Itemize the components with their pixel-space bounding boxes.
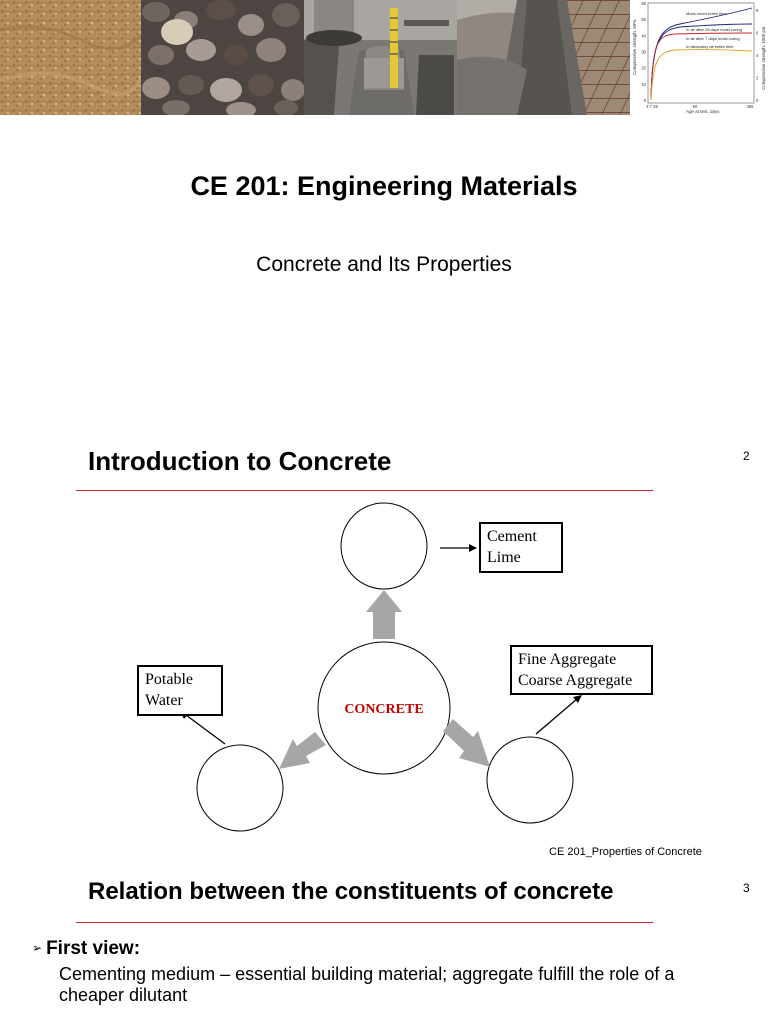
- chart-y-label-right: Compressive strength, 1000 psi: [761, 26, 766, 90]
- legend-air-after-28: In air after 28 days moist curing: [686, 27, 742, 32]
- potable-water-box: [137, 665, 223, 716]
- chart-y-tick: 40: [641, 33, 646, 39]
- potable-label: Potable: [145, 671, 193, 688]
- coarse-aggregate-label: Coarse Aggregate: [518, 672, 633, 689]
- water-circle: [197, 745, 283, 831]
- slide2-footer: CE 201_Properties of Concrete: [549, 846, 702, 858]
- first-view-text: Cementing medium – essential building material; aggregate fulfill the role of a cheaper dilutant: [59, 964, 675, 1005]
- bullet-arrow-icon: ➢: [32, 941, 43, 955]
- arrow-down-right: [443, 719, 490, 767]
- arrow-down-left: [279, 732, 326, 769]
- course-title: CE 201: Engineering Materials: [190, 171, 578, 201]
- chart-y-tick-right: 2: [756, 75, 759, 81]
- concrete-pour-photo: [457, 0, 630, 115]
- chart-y-tick: 10: [641, 81, 646, 87]
- chart-x-tick: 3 7 28: [646, 104, 658, 109]
- strength-chart: [630, 0, 768, 115]
- slump-test-photo: [304, 0, 457, 115]
- binder-circle: [341, 503, 427, 589]
- sand-photo: [0, 0, 141, 115]
- bullet-first-view: [32, 938, 140, 960]
- chart-x-tick: 365: [746, 104, 754, 109]
- legend-air-after-7: In air after 7 days moist curing: [686, 36, 740, 41]
- chart-y-tick: 0: [643, 98, 646, 103]
- water-label: Water: [145, 692, 183, 709]
- slide3-page-number: 3: [743, 881, 750, 895]
- chart-y-tick: 20: [641, 65, 646, 71]
- legend-lab-air: In laboratory air entire time: [686, 44, 734, 49]
- chart-y-tick-right: 0: [756, 98, 759, 103]
- gravel-photo: [141, 0, 304, 115]
- chart-y-tick-right: 6: [756, 30, 759, 36]
- chart-y-tick-right: 8: [756, 8, 759, 13]
- chart-y-tick-right: 4: [756, 53, 759, 58]
- lime-label: Lime: [487, 549, 521, 566]
- slide2-title-rule: [76, 490, 653, 491]
- legend-moist-cured: Moist-cured entire time: [686, 11, 727, 16]
- arrow-head-cement: [469, 544, 477, 552]
- chart-y-label: Compressive strength, MPa: [632, 19, 637, 75]
- chart-y-tick: 30: [641, 49, 646, 55]
- aggregate-circle: [487, 737, 573, 823]
- chart-x-tick: 90: [692, 104, 698, 109]
- slide3-title-rule: [76, 922, 653, 923]
- title-banner: [0, 0, 768, 115]
- aggregate-box: [510, 645, 653, 695]
- bullet-heading: First view:: [46, 938, 141, 959]
- cement-label: Cement: [487, 528, 537, 545]
- chart-x-label: Age at test, days: [686, 109, 720, 114]
- strength-chart-svg: [630, 0, 768, 115]
- arrow-up: [366, 590, 402, 639]
- slide2-page-number: 2: [743, 449, 750, 463]
- course-subtitle: Concrete and Its Properties: [256, 253, 512, 276]
- cement-lime-box: [479, 522, 563, 573]
- chart-y-tick: 60: [641, 1, 646, 6]
- slide2-title: Introduction to Concrete: [88, 446, 392, 476]
- fine-aggregate-label: Fine Aggregate: [518, 651, 617, 668]
- slide3-title: Relation between the constituents of concrete: [88, 878, 614, 905]
- concrete-label: CONCRETE: [344, 702, 424, 717]
- chart-y-tick: 50: [641, 17, 646, 23]
